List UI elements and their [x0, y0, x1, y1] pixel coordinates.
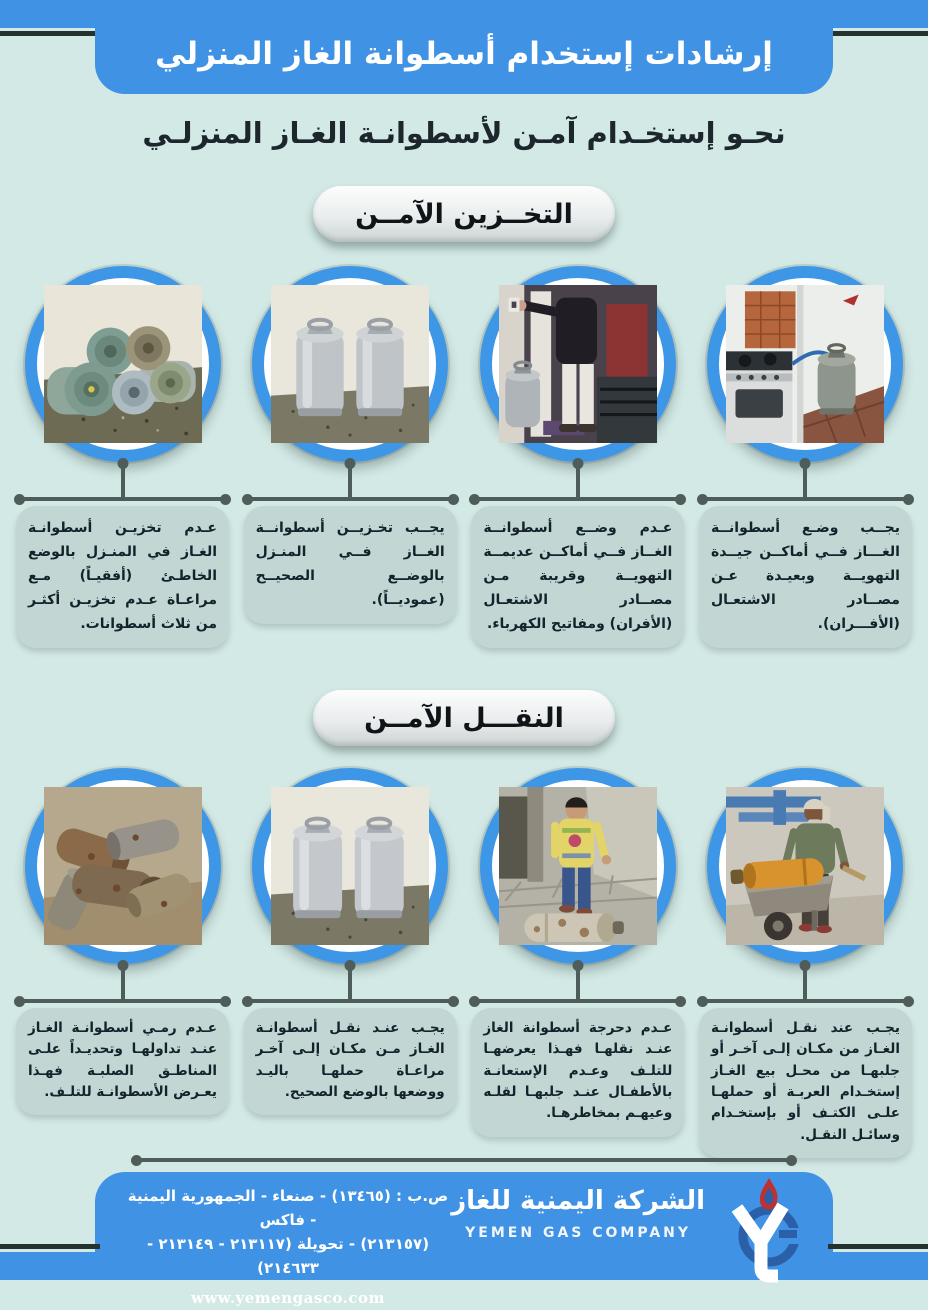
card-text: عـدم وضــع أسطوانــة الغــاز فــي أماكــن عديمــة التهويــة وقريبة مـن مصــادر الاشتعـال (الأفران) ومفاتيح الكهرباء. — [483, 520, 673, 633]
card-textbox — [471, 1008, 684, 1137]
card-no-rolling-no-children — [471, 768, 684, 1158]
photo-circle — [707, 266, 903, 462]
website-link[interactable]: www.yemengasco.com — [191, 1289, 385, 1307]
child-rolling-cylinder-photo — [499, 787, 657, 945]
card-no-throwing-cylinders — [16, 768, 229, 1158]
card-textbox — [244, 1008, 457, 1115]
section-badge-label: النقـــل الآمــن — [364, 702, 564, 734]
header-banner — [95, 0, 833, 94]
photo-circle — [707, 768, 903, 964]
connector — [471, 964, 684, 1008]
photo-circle — [25, 768, 221, 964]
poster-subtitle: نحـو إستخـدام آمـن لأسطوانـة الغـاز المنزلـي — [142, 116, 786, 150]
connector — [16, 462, 229, 506]
company-brand-block — [451, 1186, 705, 1241]
card-textbox — [16, 506, 229, 648]
card-text: عـدم تخزيـن أسطوانـة الغـاز في المنـزل بالوضع الخاطـئ (أفقيـاً) مـع مراعـاة عـدم تخزيـن أكثـر من ثلاث أسطوانات. — [28, 520, 217, 633]
card-text: عـدم رمـي أسطوانـة الغـاز عنـد تداولهـا وتحديـداً علـى المناطـق الصلبـة فهـذا يعـرض الأسطوانـة للتلـف. — [28, 1020, 217, 1100]
card-text: يجـب عنـد نقـل أسطوانـة الغـاز مـن مكـان إلـى آخـر مراعـاة حملهـا باليـد ووضعها بالوضع الصحيح. — [255, 1020, 445, 1100]
company-address-block — [123, 1184, 453, 1310]
photo-circle — [480, 768, 676, 964]
poster-title: إرشادات إستخدام أسطوانة الغاز المنزلي — [155, 36, 773, 72]
horizontal-stacked-cylinders-pile-photo — [44, 285, 202, 443]
card-text: يجــب وضـع أسطوانــة الغـــاز فــي أماكــن جيــدة التهويــة وبعيـدة عـن مصــادر الاشتعـال (الأفـــران). — [710, 520, 900, 633]
section-badge-safe-transport — [313, 690, 615, 746]
connector — [699, 462, 912, 506]
photo-circle — [252, 266, 448, 462]
connector — [16, 964, 229, 1008]
connector — [244, 964, 457, 1008]
card-textbox — [699, 1008, 912, 1158]
section-badge-label: التخــزين الآمــن — [355, 198, 573, 230]
photo-circle — [252, 768, 448, 964]
footer-separator-line — [135, 1158, 793, 1162]
connector — [471, 462, 684, 506]
card-correct-vertical-storage — [244, 266, 457, 648]
address-line-1: ص.ب : (١٣٤٦٥) - صنعاء - الجمهورية اليمنية - فاكس — [127, 1187, 449, 1229]
storage-cards-row — [16, 266, 912, 648]
card-textbox — [699, 506, 912, 648]
connector — [244, 462, 457, 506]
card-text: يجـب عند نقـل أسطوانـة الغـاز من مكـان إلـى آخـر أو جلبهـا من محـل بيع الغـاز إستخـدام العربـة أو حملهـا علـى الكتـف أو بإستخـدام وسائـل النقـل. — [710, 1020, 900, 1143]
photo-circle — [25, 266, 221, 462]
card-no-unventilated-placement — [471, 266, 684, 648]
transport-cards-row — [16, 768, 912, 1158]
card-text: يجــب تخـزيــن أسطوانــة الغــاز فــي المنـزل بالوضــع الصحيــح (عموديــاً). — [255, 520, 445, 609]
card-textbox — [471, 506, 684, 648]
card-textbox — [16, 1008, 229, 1115]
card-wrong-horizontal-storage — [16, 266, 229, 648]
card-textbox — [244, 506, 457, 624]
footer-edge-line-right — [828, 1244, 928, 1249]
cylinder-in-ventilated-kitchen-photo — [726, 285, 884, 443]
section-badge-safe-storage — [313, 186, 615, 242]
footer-content — [95, 1172, 833, 1307]
address-line-2: (٢١٣١٥٧) - تحويلة (٢١٣١١٧ - ٢١٣١٤٩ - ٢١٤٦٣٣) — [146, 1235, 430, 1277]
card-ventilated-placement — [699, 266, 912, 648]
footer-edge-line-left — [0, 1244, 100, 1249]
company-name-english: YEMEN GAS COMPANY — [465, 1225, 692, 1241]
header-edge-line-left — [0, 31, 100, 36]
photo-circle — [480, 266, 676, 462]
dumped-damaged-cylinders-photo — [44, 787, 202, 945]
card-carry-by-hand — [244, 768, 457, 1158]
cylinder-near-switch-and-stove-photo — [499, 285, 657, 443]
two-upright-cylinders-photo — [271, 787, 429, 945]
two-upright-cylinders-photo — [271, 285, 429, 443]
card-use-cart-or-shoulder — [699, 768, 912, 1158]
yemen-gas-logo-icon — [721, 1178, 813, 1278]
man-wheelbarrow-cylinder-photo — [726, 787, 884, 945]
company-name-arabic: الشركة اليمنية للغاز — [451, 1186, 705, 1216]
card-text: عـدم دحرجة أسطوانة الغاز عنـد نقلهـا فهـذا يعرضهـا للتلـف وعـدم الإستعانـة بالأطفـال عنـد جلبهـا لقلـه وعيهـم بمخاطرهـا. — [483, 1020, 673, 1122]
connector — [699, 964, 912, 1008]
header-edge-line-right — [828, 31, 928, 36]
